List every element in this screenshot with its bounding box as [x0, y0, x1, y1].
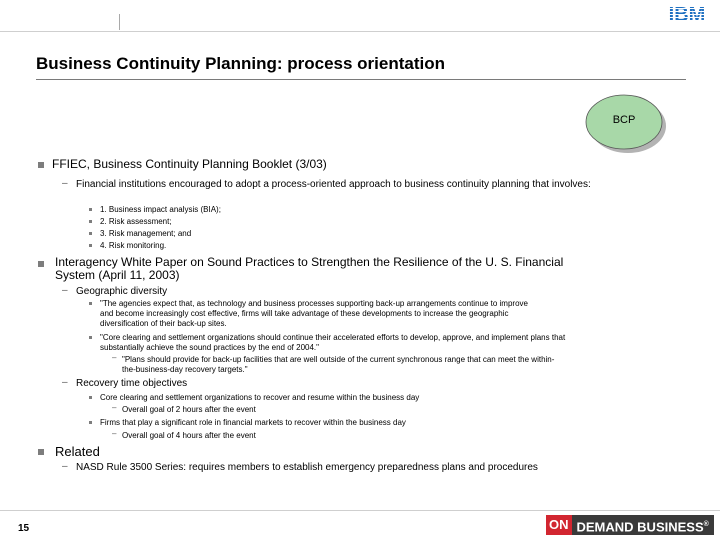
recovery-time-objectives: Recovery time objectives	[76, 378, 188, 389]
geo-quote-2-line-1: "Core clearing and settlement organizations should continue their accelerated efforts to develop, approve, and implement plans that	[100, 333, 566, 342]
geo-quote-1-line-2: and become increasingly cost effective, firms will take advantage of these developments to increase the geographic	[100, 309, 509, 318]
on-logo-mark: ON	[546, 515, 572, 535]
bullet-dash-icon: –	[112, 353, 117, 362]
bullet-small-icon	[89, 421, 92, 424]
bullet-small-icon	[89, 232, 92, 235]
ffiec-description: Financial institutions encouraged to adopt a process-oriented approach to business continuity planning that involves:	[76, 179, 591, 190]
bullet-dash-icon: –	[62, 178, 68, 189]
ffiec-item-1: 1. Business impact analysis (BIA);	[100, 205, 221, 214]
bullet-interagency-line-2: System (April 11, 2003)	[55, 268, 180, 282]
bullet-dash-icon: –	[112, 429, 117, 438]
bullet-square-icon	[38, 261, 44, 267]
bullet-dash-icon: –	[62, 461, 68, 472]
bullet-square-icon	[38, 449, 44, 455]
geo-quote-1-line-1: "The agencies expect that, as technology and business processes supporting back-up arrangements continue to improve	[100, 299, 528, 308]
geo-quote-2-line-2: substantially achieve the sound practices by the end of 2004."	[100, 343, 319, 352]
geo-quote-1-line-3: diversification of their back-up sites.	[100, 319, 227, 328]
bullet-dash-icon: –	[112, 403, 117, 412]
bullet-small-icon	[89, 336, 92, 339]
on-demand-business-text: DEMAND BUSINESS®	[572, 515, 714, 535]
svg-text:IBM: IBM	[668, 4, 706, 25]
related-nasd-rule: NASD Rule 3500 Series: requires members to establish emergency preparedness plans and procedures	[76, 462, 538, 473]
ffiec-item-4: 4. Risk monitoring.	[100, 241, 167, 250]
bullet-small-icon	[89, 244, 92, 247]
geo-quote-3-line-1: "Plans should provide for back-up facilities that are well outside of the current synchronous range that can meet the within-	[122, 355, 555, 364]
geographic-diversity: Geographic diversity	[76, 286, 168, 297]
ffiec-item-3: 3. Risk management; and	[100, 229, 192, 238]
bullet-square-icon	[38, 162, 44, 168]
rto-item-1-goal: Overall goal of 2 hours after the event	[122, 405, 256, 414]
geo-quote-3-line-2: the-business-day recovery targets."	[122, 365, 248, 374]
on-demand-business-logo	[546, 514, 714, 536]
rto-item-2: Firms that play a significant role in financial markets to recover within the business day	[100, 418, 406, 427]
footer-divider	[0, 510, 720, 511]
bullet-small-icon	[89, 220, 92, 223]
rto-item-2-goal: Overall goal of 4 hours after the event	[122, 431, 256, 440]
bullet-dash-icon: –	[62, 377, 68, 388]
bullet-small-icon	[89, 302, 92, 305]
ffiec-item-2: 2. Risk assessment;	[100, 217, 172, 226]
bcp-badge-label: BCP	[612, 114, 636, 126]
bullet-interagency-line-1: Interagency White Paper on Sound Practices to Strengthen the Resilience of the U. S. Financial	[55, 255, 564, 269]
bullet-small-icon	[89, 396, 92, 399]
rto-item-1: Core clearing and settlement organizations to recover and resume within the business day	[100, 393, 420, 402]
page-number: 15	[18, 523, 30, 534]
bullet-small-icon	[89, 208, 92, 211]
bullet-ffiec: FFIEC, Business Continuity Planning Booklet (3/03)	[52, 157, 327, 171]
bullet-dash-icon: –	[62, 285, 68, 296]
page-title: Business Continuity Planning: process orientation	[36, 54, 445, 73]
bullet-related: Related	[55, 444, 100, 459]
